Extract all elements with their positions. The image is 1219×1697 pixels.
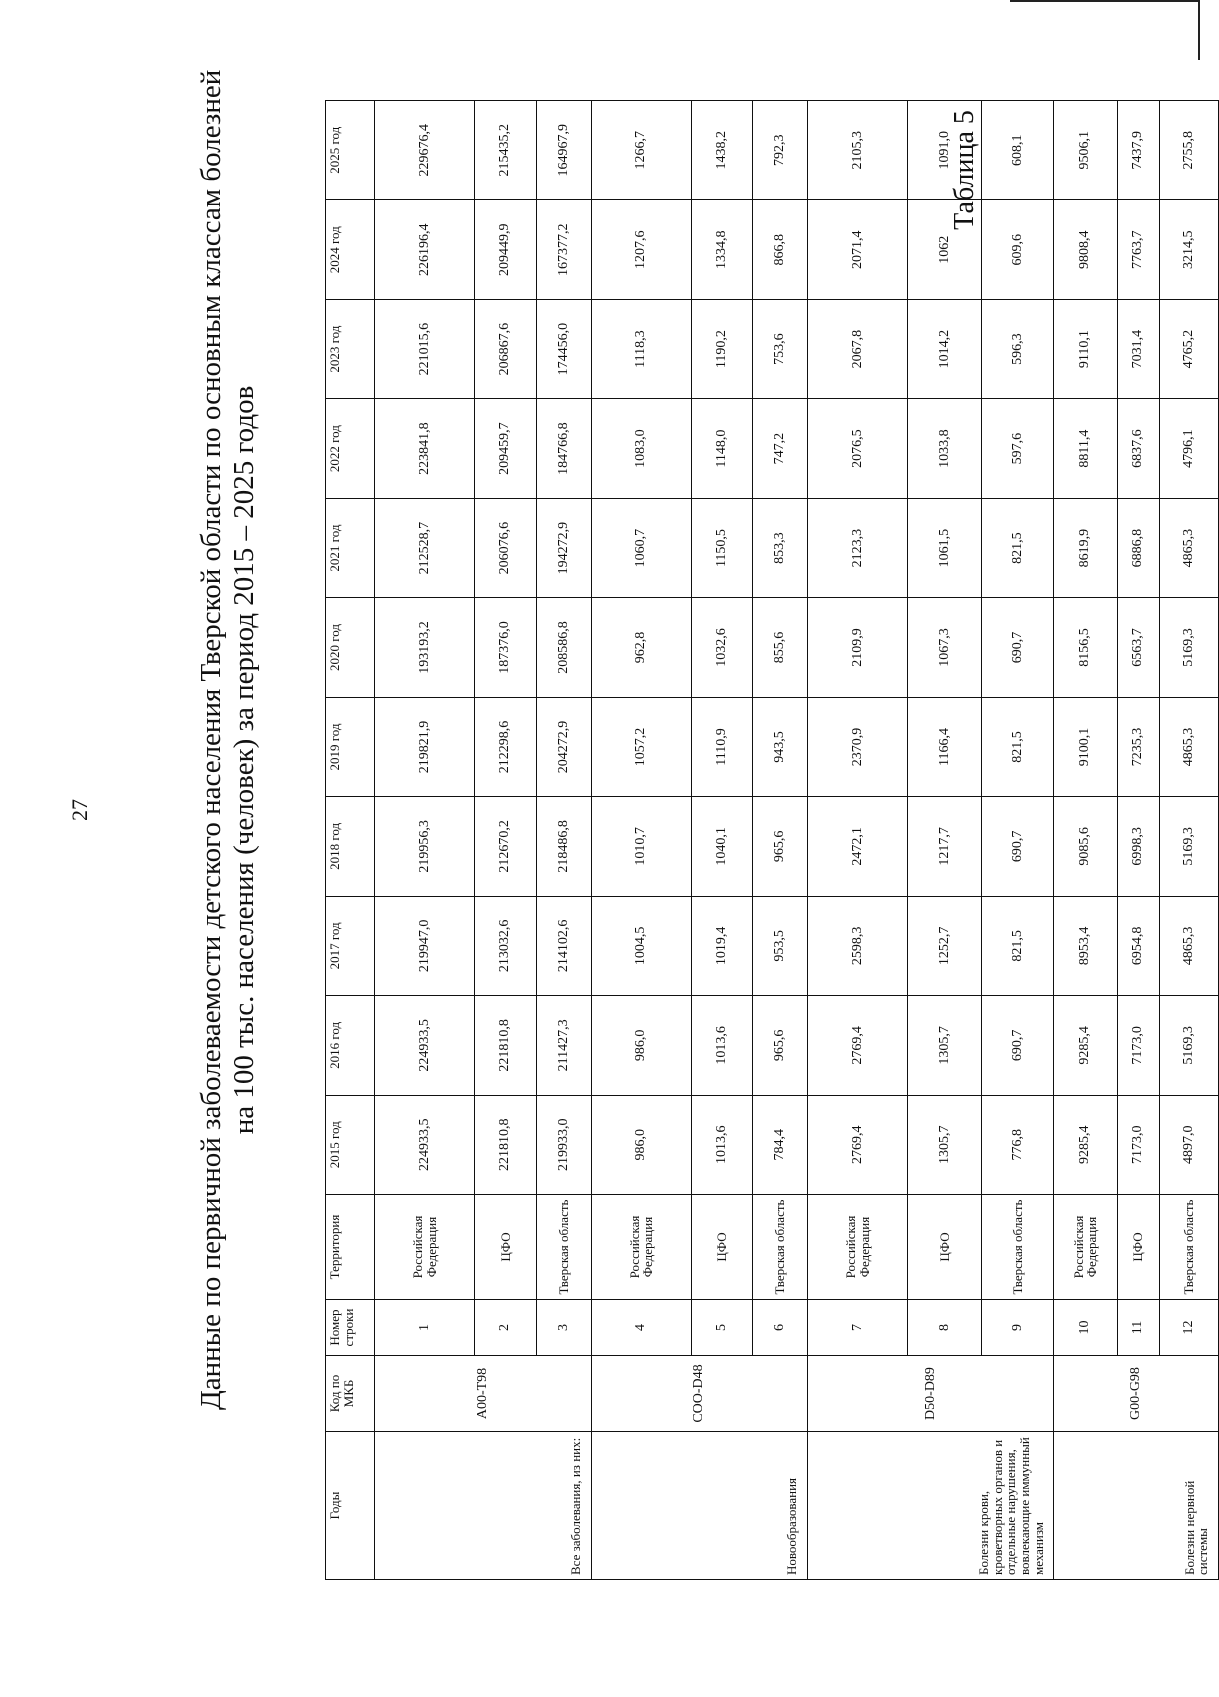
value-cell: 1305,7: [908, 1095, 982, 1194]
value-cell: 211427,3: [536, 996, 591, 1095]
header-row: [326, 101, 375, 1580]
header-year: 2016 год: [326, 996, 375, 1095]
territory-cell: ЦФО: [1117, 1195, 1159, 1300]
value-cell: 866,8: [753, 200, 808, 299]
value-cell: 965,6: [753, 996, 808, 1095]
header-year: 2024 год: [326, 200, 375, 299]
value-cell: 212298,6: [475, 697, 536, 796]
rotated-table-wrapper: [325, 100, 1219, 1580]
value-cell: 1010,7: [591, 797, 691, 896]
value-cell: 9100,1: [1054, 697, 1117, 796]
row-number-cell: 4: [591, 1300, 691, 1356]
value-cell: 1148,0: [691, 399, 752, 498]
value-cell: 855,6: [753, 598, 808, 697]
value-cell: 9110,1: [1054, 299, 1117, 398]
value-cell: 4765,2: [1159, 299, 1218, 398]
value-cell: 1252,7: [908, 896, 982, 995]
value-cell: 1013,6: [691, 1095, 752, 1194]
value-cell: 784,4: [753, 1095, 808, 1194]
value-cell: 747,2: [753, 399, 808, 498]
value-cell: 2598,3: [808, 896, 908, 995]
value-cell: 2105,3: [808, 101, 908, 200]
header-icd-code: Код по МКБ: [326, 1356, 375, 1432]
icd-code-cell: A00-T98: [375, 1356, 592, 1432]
value-cell: 215435,2: [475, 101, 536, 200]
value-cell: 164967,9: [536, 101, 591, 200]
value-cell: 1019,4: [691, 896, 752, 995]
value-cell: 1266,7: [591, 101, 691, 200]
value-cell: 7173,0: [1117, 996, 1159, 1095]
icd-code-cell: D50-D89: [808, 1356, 1054, 1432]
value-cell: 5169,3: [1159, 996, 1218, 1095]
header-year: 2022 год: [326, 399, 375, 498]
row-number-cell: 2: [475, 1300, 536, 1356]
value-cell: 4865,3: [1159, 896, 1218, 995]
value-cell: 2123,3: [808, 498, 908, 597]
value-cell: 792,3: [753, 101, 808, 200]
value-cell: 213032,6: [475, 896, 536, 995]
value-cell: 2755,8: [1159, 101, 1218, 200]
header-year: 2018 год: [326, 797, 375, 896]
value-cell: 821,5: [982, 697, 1054, 796]
scan-edge-line: [1198, 0, 1200, 60]
value-cell: 174456,0: [536, 299, 591, 398]
value-cell: 6837,6: [1117, 399, 1159, 498]
value-cell: 7031,4: [1117, 299, 1159, 398]
header-years: Годы: [326, 1432, 375, 1580]
header-year: 2015 год: [326, 1095, 375, 1194]
value-cell: 224933,5: [375, 996, 475, 1095]
value-cell: 853,3: [753, 498, 808, 597]
value-cell: 1060,7: [591, 498, 691, 597]
value-cell: 223841,8: [375, 399, 475, 498]
table-title: [195, 69, 261, 1410]
value-cell: 986,0: [591, 996, 691, 1095]
title-line-1: Данные по первичной заболеваемости детского населения Тверской области по основным классам болезней: [195, 69, 228, 1410]
value-cell: 1217,7: [908, 797, 982, 896]
value-cell: 219821,9: [375, 697, 475, 796]
icd-code-cell: COO-D48: [591, 1356, 808, 1432]
value-cell: 1438,2: [691, 101, 752, 200]
table-body: [375, 101, 1219, 1580]
table-row: [1054, 101, 1117, 1580]
row-number-cell: 10: [1054, 1300, 1117, 1356]
value-cell: 1083,0: [591, 399, 691, 498]
value-cell: 7437,9: [1117, 101, 1159, 200]
territory-cell: ЦФО: [475, 1195, 536, 1300]
territory-cell: ЦФО: [908, 1195, 982, 1300]
value-cell: 6563,7: [1117, 598, 1159, 697]
value-cell: 1190,2: [691, 299, 752, 398]
value-cell: 776,8: [982, 1095, 1054, 1194]
table-row: [591, 101, 691, 1580]
row-number-cell: 3: [536, 1300, 591, 1356]
territory-cell: Тверская область: [536, 1195, 591, 1300]
value-cell: 690,7: [982, 996, 1054, 1095]
scan-edge-line: [1010, 0, 1200, 2]
value-cell: 224933,5: [375, 1095, 475, 1194]
disease-class-cell: Все заболевания, из них:: [375, 1432, 592, 1580]
value-cell: 219947,0: [375, 896, 475, 995]
territory-cell: Российская Федерация: [1054, 1195, 1117, 1300]
value-cell: 221015,6: [375, 299, 475, 398]
value-cell: 1004,5: [591, 896, 691, 995]
value-cell: 2067,8: [808, 299, 908, 398]
territory-cell: Российская Федерация: [808, 1195, 908, 1300]
value-cell: 206867,6: [475, 299, 536, 398]
value-cell: 1067,3: [908, 598, 982, 697]
value-cell: 7763,7: [1117, 200, 1159, 299]
value-cell: 2109,9: [808, 598, 908, 697]
value-cell: 184766,8: [536, 399, 591, 498]
value-cell: 6954,8: [1117, 896, 1159, 995]
value-cell: 1207,6: [591, 200, 691, 299]
value-cell: 962,8: [591, 598, 691, 697]
value-cell: 1032,6: [691, 598, 752, 697]
value-cell: 209459,7: [475, 399, 536, 498]
disease-class-cell: Болезни крови, кроветворных органов и отдельные нарушения, вовлекающие иммунный механизм: [808, 1432, 1054, 1580]
row-number-cell: 9: [982, 1300, 1054, 1356]
disease-class-cell: Болезни нервной системы: [1054, 1432, 1219, 1580]
page-number: 27: [67, 799, 92, 821]
value-cell: 8811,4: [1054, 399, 1117, 498]
row-number-cell: 5: [691, 1300, 752, 1356]
value-cell: 204272,9: [536, 697, 591, 796]
table-label: Таблица 5: [949, 110, 980, 230]
value-cell: 1057,2: [591, 697, 691, 796]
header-row-number: Номер строки: [326, 1300, 375, 1356]
header-year: 2025 год: [326, 101, 375, 200]
value-cell: 3214,5: [1159, 200, 1218, 299]
value-cell: 219956,3: [375, 797, 475, 896]
header-year: 2023 год: [326, 299, 375, 398]
territory-cell: Тверская область: [982, 1195, 1054, 1300]
header-year: 2021 год: [326, 498, 375, 597]
morbidity-table: [325, 100, 1219, 1580]
table-row: [375, 101, 475, 1580]
value-cell: 208586,8: [536, 598, 591, 697]
header-territory: Территория: [326, 1195, 375, 1300]
value-cell: 943,5: [753, 697, 808, 796]
value-cell: 1040,1: [691, 797, 752, 896]
value-cell: 219933,0: [536, 1095, 591, 1194]
value-cell: 4865,3: [1159, 498, 1218, 597]
row-number-cell: 1: [375, 1300, 475, 1356]
value-cell: 212528,7: [375, 498, 475, 597]
value-cell: 1150,5: [691, 498, 752, 597]
value-cell: 226196,4: [375, 200, 475, 299]
row-number-cell: 8: [908, 1300, 982, 1356]
value-cell: 2472,1: [808, 797, 908, 896]
value-cell: 609,6: [982, 200, 1054, 299]
value-cell: 1091,0: [908, 101, 982, 200]
value-cell: 2370,9: [808, 697, 908, 796]
value-cell: 1033,8: [908, 399, 982, 498]
value-cell: 4865,3: [1159, 697, 1218, 796]
value-cell: 9285,4: [1054, 996, 1117, 1095]
value-cell: 5169,3: [1159, 598, 1218, 697]
value-cell: 9285,4: [1054, 1095, 1117, 1194]
title-line-2: на 100 тыс. населения (человек) за период 2015 – 2025 годов: [228, 385, 260, 1135]
value-cell: 167377,2: [536, 200, 591, 299]
value-cell: 2769,4: [808, 996, 908, 1095]
value-cell: 214102,6: [536, 896, 591, 995]
territory-cell: Тверская область: [1159, 1195, 1218, 1300]
value-cell: 9085,6: [1054, 797, 1117, 896]
value-cell: 2769,4: [808, 1095, 908, 1194]
value-cell: 690,7: [982, 598, 1054, 697]
value-cell: 8619,9: [1054, 498, 1117, 597]
value-cell: 218486,8: [536, 797, 591, 896]
value-cell: 9506,1: [1054, 101, 1117, 200]
value-cell: 1014,2: [908, 299, 982, 398]
value-cell: 753,6: [753, 299, 808, 398]
territory-cell: Российская Федерация: [591, 1195, 691, 1300]
territory-cell: Тверская область: [753, 1195, 808, 1300]
value-cell: 965,6: [753, 797, 808, 896]
value-cell: 608,1: [982, 101, 1054, 200]
value-cell: 597,6: [982, 399, 1054, 498]
value-cell: 1118,3: [591, 299, 691, 398]
table-header: [326, 101, 375, 1580]
territory-cell: Российская Федерация: [375, 1195, 475, 1300]
row-number-cell: 11: [1117, 1300, 1159, 1356]
value-cell: 953,5: [753, 896, 808, 995]
value-cell: 209449,9: [475, 200, 536, 299]
value-cell: 229676,4: [375, 101, 475, 200]
table-row: [808, 101, 908, 1580]
value-cell: 7173,0: [1117, 1095, 1159, 1194]
value-cell: 1305,7: [908, 996, 982, 1095]
value-cell: 187376,0: [475, 598, 536, 697]
value-cell: 8156,5: [1054, 598, 1117, 697]
row-number-cell: 12: [1159, 1300, 1218, 1356]
header-year: 2019 год: [326, 697, 375, 796]
value-cell: 821,5: [982, 498, 1054, 597]
value-cell: 221810,8: [475, 996, 536, 1095]
value-cell: 2076,5: [808, 399, 908, 498]
value-cell: 2071,4: [808, 200, 908, 299]
value-cell: 986,0: [591, 1095, 691, 1194]
value-cell: 4796,1: [1159, 399, 1218, 498]
value-cell: 212670,2: [475, 797, 536, 896]
value-cell: 206076,6: [475, 498, 536, 597]
value-cell: 690,7: [982, 797, 1054, 896]
value-cell: 596,3: [982, 299, 1054, 398]
value-cell: 4897,0: [1159, 1095, 1218, 1194]
value-cell: 9808,4: [1054, 200, 1117, 299]
value-cell: 1061,5: [908, 498, 982, 597]
value-cell: 821,5: [982, 896, 1054, 995]
icd-code-cell: G00-G98: [1054, 1356, 1219, 1432]
disease-class-cell: Новообразования: [591, 1432, 808, 1580]
value-cell: 194272,9: [536, 498, 591, 597]
value-cell: 1013,6: [691, 996, 752, 1095]
value-cell: 221810,8: [475, 1095, 536, 1194]
value-cell: 1334,8: [691, 200, 752, 299]
territory-cell: ЦФО: [691, 1195, 752, 1300]
value-cell: 6998,3: [1117, 797, 1159, 896]
value-cell: 193193,2: [375, 598, 475, 697]
value-cell: 7235,3: [1117, 697, 1159, 796]
value-cell: 8953,4: [1054, 896, 1117, 995]
value-cell: 1166,4: [908, 697, 982, 796]
row-number-cell: 7: [808, 1300, 908, 1356]
value-cell: 1110,9: [691, 697, 752, 796]
header-year: 2017 год: [326, 896, 375, 995]
row-number-cell: 6: [753, 1300, 808, 1356]
header-year: 2020 год: [326, 598, 375, 697]
value-cell: 6886,8: [1117, 498, 1159, 597]
value-cell: 1062: [908, 200, 982, 299]
value-cell: 5169,3: [1159, 797, 1218, 896]
